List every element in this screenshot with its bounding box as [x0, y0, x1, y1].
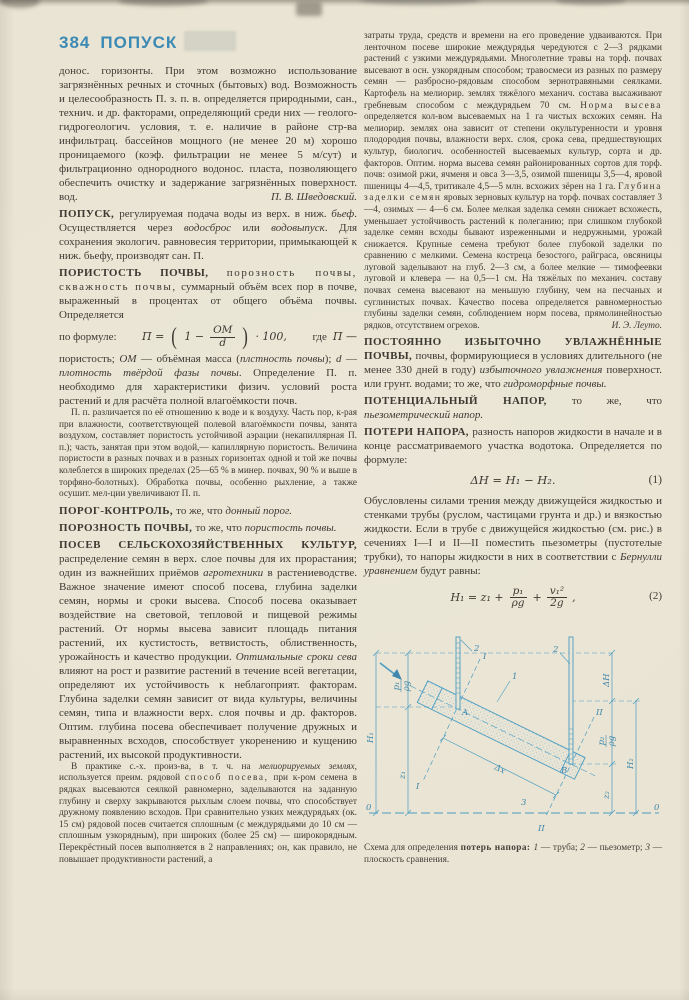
- text-segment: яровых зерновых культур на торф. почвах составляет 3—4, озимых — 4—6 см. Более мелкая заделка семян снижает всхожесть, уменьшает устойчивость растений к полеганию; при слишком глубокой заделке семян всходы бывают изреженными и недружными, урожай снижается. Крупные семена требуют более глубокой заделки по сравнению с мелкими. Семена костреца безостого, райграса, овсяницы луговой заделывают на глуб. 2—3 см, а более мелкие — тимофеевки луговой и клевера — на 0,5—1 см. На тяжёлых по механич. составу почвах семена высевают на меньшую глубину, чем на песчаных и суглинистых почвах. Качество посева определяется равномерностью глубины заделки семян, соблюдением норм посева, прямолинейностью рядков, отсутствием огрехов.: [364, 193, 662, 331]
- paragraph-petit: [59, 762, 357, 866]
- text-segment: Норма высева: [580, 100, 662, 111]
- fraction-denominator: d: [219, 336, 227, 349]
- running-head: [59, 33, 177, 53]
- formula-lhs: H₁ = z₁ +: [450, 590, 504, 604]
- label-dh: ΔH: [602, 673, 612, 688]
- text-segment: определяется кол-вом высеваемых на 1 га чистых всхожих семян. На мелиорир. землях она зависит от степени окультуренности и уровня плодородия почвы, влажности верх. слоя, срока сева, предшествующих культур, биологич. особенностей высеваемых культур, сорта и др. факторов. Оптим. норма высева семян районированных сортов для торф. почв: озимой ржи, ячменя и овса 3—3,5, озимой пшеницы 3,5—4, яровой пшеницы 4—4,5, тритикале 4,5—5 млн. всхожих зёрен на 1 га.: [364, 112, 662, 192]
- page-number: 384: [59, 33, 91, 52]
- label-z1: z₁: [398, 771, 408, 780]
- text-segment: то же, что: [571, 395, 662, 408]
- text-segment: Бернулли уравнением: [364, 551, 662, 578]
- label-h2: H₂: [626, 758, 636, 770]
- text-segment: влияют на рост и развитие растений в течение всей вегетации, определяют их устойчивость к неблагоприят. факторам. Глубина заделки семян зависит от вида культуры, величины семян, типа и влажности верх. слоя почвы и др. факторов. Оптим. глубина посева обеспечивает получение дружных и выравненных всходов, способствует укоренению и кущению растений, их высокой продуктивности.: [59, 664, 357, 761]
- text-segment: ПОСТОЯННО ИЗБЫТОЧНО УВЛАЖНЁННЫЕ ПОЧВЫ,: [364, 336, 662, 363]
- text-segment: ПОПУСК,: [59, 208, 120, 220]
- text-segment: при к-ром семена в рядках высеваются сеялкой равномерно, заделываются на заданную глубину и сверху закрываются рыхлым слоем почвы, что способствует дружному появлению всходов. При сравнительно узких междурядьях (ок. 15 см) рядовой посев считается сплошным (с междурядьями до 10 см — сплошным узкорядным), при широких (более 25 см) — широкорядным. Перекрёстный посев выполняется в 2 направлениях; он, как правило, не повышает продуктивности растений, а: [59, 773, 357, 865]
- fraction-numerator: ОМ: [210, 325, 235, 337]
- fraction-v1sq-2g: [547, 586, 567, 609]
- fraction-numerator: v₁²: [547, 586, 567, 598]
- text-segment: мелиорируемых землях,: [259, 761, 358, 772]
- formula-number: (2): [649, 590, 662, 603]
- text-segment: Оптимальные сроки сева: [235, 650, 357, 663]
- label-p1-rhog: [392, 680, 412, 692]
- text-segment: 1: [533, 843, 539, 854]
- figure-caption: [364, 843, 662, 866]
- text-segment: . Для сохранения экологич. равновесия территории, примыкающей к ниж. бьефу, производят сан. П.: [59, 222, 358, 262]
- paragraph-petit: [59, 408, 357, 501]
- text-segment: П. п. различается по её отношению к воде и к воздуху. Часть пор, к-рая при влажности, соответствующей полевой влагоёмкости почвы, занята воздухом, составляет пористость устойчивой аэрации (некапиллярная П. п.); часть, занятая при этом водой,— капиллярную пористость. Величина пористости в разных почвах и в разных горизонтах одной и той же почвы колеблется в широких пределах (25—65 % в минер. почвах, 90 % и выше в торфяно-болотных). Обработка почвы, особенно рыхление, а также осушит. мел-ции увеличивают П. п.: [59, 408, 357, 500]
- svg-text:p₁: p₁: [392, 682, 402, 691]
- text-segment: . Осуществляется через: [59, 208, 357, 234]
- entry-poroznost-pochvy: [59, 521, 357, 535]
- entry-poristost-pochvy: [59, 266, 357, 322]
- text-segment: используется преим. рядовой: [59, 773, 185, 784]
- text-segment: агротехники: [203, 566, 264, 579]
- formula-prefix: по формуле:: [59, 331, 117, 343]
- label-point-a: A: [462, 708, 469, 719]
- paren-close: ): [242, 324, 249, 350]
- label-plane: 3: [521, 798, 527, 809]
- fraction-numerator: p₁: [510, 586, 527, 598]
- scan-smudge: [184, 31, 236, 51]
- text-segment: ОМ: [119, 353, 137, 365]
- text-segment: ПОТЕНЦИАЛЬНЫЙ НАПОР,: [364, 395, 572, 408]
- right-column: [364, 31, 662, 867]
- text-segment: способ посева,: [184, 773, 269, 784]
- label-h1: H₁: [366, 732, 376, 744]
- formula-body: ΔH = H₁ − H₂.: [470, 473, 556, 488]
- fraction-om-d: [210, 325, 235, 348]
- text-segment: донос. горизонты. При этом возможно использование загрязнённых речных и сточных (бытовых) вод. Возможность и целесообразность П. з. п. в. определяется природными, сан., технич. и др. факторами, определяющий среди них — геолого-гидрогеологич. условия, т. е. наличие в районе стр-ва инфильтрац. бассейнов мощного (не менее 20 м) хорошо проницаемого (коэф. фильтрации не менее 5 м/сут) и фильтрационно однородного водонос. пласта, позволяющего обеспечить очистку и задержание загрязнённых поверхност. вод.: [59, 65, 357, 203]
- text-segment: разность напоров жидкости в начале и в конце рассматриваемого участка водотока. Определяется по формуле:: [364, 426, 662, 467]
- text-segment: то же, что: [195, 521, 245, 534]
- formula-one-minus: 1 −: [184, 330, 205, 343]
- text-segment: ПОРОГ-КОНТРОЛЬ,: [59, 504, 177, 517]
- label-pipe: 1: [512, 672, 518, 683]
- formula-number: (1): [648, 474, 662, 487]
- left-column: [59, 64, 357, 866]
- text-segment: П. В. Шведовский.: [271, 191, 357, 203]
- text-segment: — объёмная масса (: [136, 353, 240, 365]
- paren-open: (: [171, 324, 178, 350]
- formula-comma: ,: [572, 590, 576, 604]
- text-segment: И. Э. Леуто.: [611, 320, 662, 331]
- text-segment: будут равны:: [417, 565, 481, 578]
- fraction-denominator: 2g: [550, 597, 564, 610]
- text-segment: бьеф: [331, 208, 355, 220]
- text-segment: пористость;: [59, 353, 120, 365]
- text-segment: Схема для определения: [364, 843, 461, 854]
- text-segment: ПОСЕВ СЕЛЬСКОХОЗЯЙСТВЕННЫХ КУЛЬТУР,: [59, 538, 357, 551]
- text-segment: в растениеводстве. Важное значение имеют способ посева, глубина заделки семян, нормы и сроки высева. Способ посева оказывает воздействие на световой, тепловой и пищевой режимы растений. От нормы высева зависит площадь питания растений, их кустистость, ветвистость, облиственность, урожайность и качество продукции.: [59, 566, 358, 663]
- formula-mult: · 100,: [255, 330, 287, 343]
- paragraph: [59, 352, 357, 408]
- bernoulli-formula-2: [364, 586, 662, 609]
- paragraph: [364, 494, 662, 578]
- fraction-denominator: ρg: [511, 597, 525, 610]
- text-segment: суммарный объём всех пор в почве, выраженный в процентах от общего объёма почвы. Определяется: [59, 281, 358, 321]
- entry-potencialny-napor: [364, 394, 662, 422]
- text-segment: гидроморфные почвы.: [503, 378, 607, 391]
- label-point-b: B: [561, 766, 568, 777]
- label-p2-rhog: [597, 735, 617, 747]
- label-zero-left: 0: [366, 803, 372, 814]
- text-segment: —: [341, 353, 358, 365]
- label-section2-bottom: II: [538, 824, 545, 835]
- porosity-formula: [59, 325, 357, 349]
- text-segment: . Определение П. п. необходимо для характеристики физич. условий роста растений и для расчёта полной влагоёмкости почв.: [59, 367, 357, 407]
- text-segment: 2: [580, 843, 585, 854]
- text-segment: водосброс: [183, 222, 232, 234]
- label-section1-bottom: I: [416, 782, 420, 793]
- head-loss-diagram: [364, 631, 664, 839]
- diagram-linework: [369, 637, 659, 816]
- text-segment: — труба;: [538, 843, 581, 854]
- text-segment: поверхност. или грунт. водами; то же, что: [364, 364, 663, 391]
- formula-lhs: П =: [142, 330, 165, 343]
- label-section2-top: II: [596, 708, 603, 719]
- entry-popusk: [59, 207, 357, 263]
- text-segment: потерь напора:: [460, 843, 534, 854]
- text-segment: водовыпуск: [271, 222, 325, 234]
- text-segment: пьезометрический напор.: [364, 409, 484, 422]
- paragraph-petit-continuation: [364, 31, 662, 332]
- text-segment: избыточного увлажнения: [479, 364, 603, 377]
- text-segment: 3: [645, 843, 650, 854]
- text-segment: — пьезометр;: [584, 843, 646, 854]
- text-segment: донный порог.: [225, 504, 292, 517]
- svg-text:ρg: ρg: [402, 681, 412, 692]
- text-segment: пористость почвы.: [244, 521, 337, 534]
- text-segment: то же, что: [176, 504, 226, 517]
- text-segment: — плоскость сравнения.: [364, 843, 663, 866]
- text-segment: плотность твёрдой фазы почвы: [59, 367, 239, 379]
- text-segment: d: [335, 353, 342, 365]
- entry-poteri-napora: [364, 425, 662, 467]
- paragraph-continuation: [59, 64, 357, 204]
- text-segment: или: [231, 222, 272, 234]
- svg-text:p₂: p₂: [597, 737, 607, 746]
- label-piezometer-right: 2: [553, 645, 559, 656]
- formula-where: где: [312, 331, 327, 343]
- head-loss-formula-1: [364, 473, 662, 488]
- label-piezometer-left: 2: [474, 644, 480, 655]
- text-segment: ПОТЕРИ НАПОРА,: [364, 426, 473, 439]
- text-segment: распределение семян в верх. слое почвы для их прорастания; один из важнейших приёмов: [59, 552, 357, 579]
- entry-porog-kontrol: [59, 504, 357, 518]
- text-segment: ПОРИСТОСТЬ ПОЧВЫ,: [59, 267, 227, 279]
- text-segment: почвы, формирующиеся в условиях длительного (не менее 330 дней в году): [364, 350, 662, 377]
- text-segment: затраты труда, средств и времени на его проведение удваиваются. При ленточном посеве широкие междурядья чередуются с 2—3 рядками растений с узкими междурядьями. Многолетние травы на торф. почвах высевают в осн. узкорядным способом; травосмеси из разных по размеру семян — разбросно-рядовым способом зернотравяными сеялками. Картофель на мелиорир. землях тяжёлого механич. состава высаживают гребневым способом с междурядьем 70 см.: [364, 31, 662, 111]
- running-title: ПОПУСК: [100, 33, 178, 52]
- text-segment: В практике с.-х. произ-ва, в т. ч. на: [71, 761, 259, 772]
- scan-blob: [296, 2, 322, 16]
- entry-posev: [59, 538, 357, 762]
- text-segment: ПОРОЗНОСТЬ ПОЧВЫ,: [59, 521, 196, 534]
- text-segment: регулируемая подача воды из верх. в ниж.: [119, 208, 332, 220]
- label-dx: Δx: [492, 763, 507, 777]
- text-segment: );: [324, 353, 336, 365]
- fraction-p1-rhog: [509, 586, 528, 609]
- text-segment: порозность почвы, скважность почвы,: [59, 267, 357, 293]
- label-section1-top: I: [483, 652, 487, 663]
- label-z2: z₂: [602, 791, 612, 800]
- label-zero-right: 0: [654, 803, 660, 814]
- svg-text:ρg: ρg: [607, 736, 617, 747]
- text-segment: Глубина заделки семян: [364, 181, 662, 204]
- entry-postoyanno-uvlazhnennye: [364, 335, 662, 391]
- text-segment: плстность почвы: [239, 353, 325, 365]
- plus-sign: +: [532, 590, 542, 604]
- text-segment: Обусловлены силами трения между движущейся жидкостью и стенками трубы (руслом, частицами грунта и др.) и вязкостью жидкости. Если в трубе с движущейся жидкостью (см. рис.) в сечениях I—I и II—II поместить пьезометры (пустотелые трубки), то напоры жидкости в них в соответствии с: [364, 495, 662, 564]
- formula-tail: П —: [332, 330, 358, 343]
